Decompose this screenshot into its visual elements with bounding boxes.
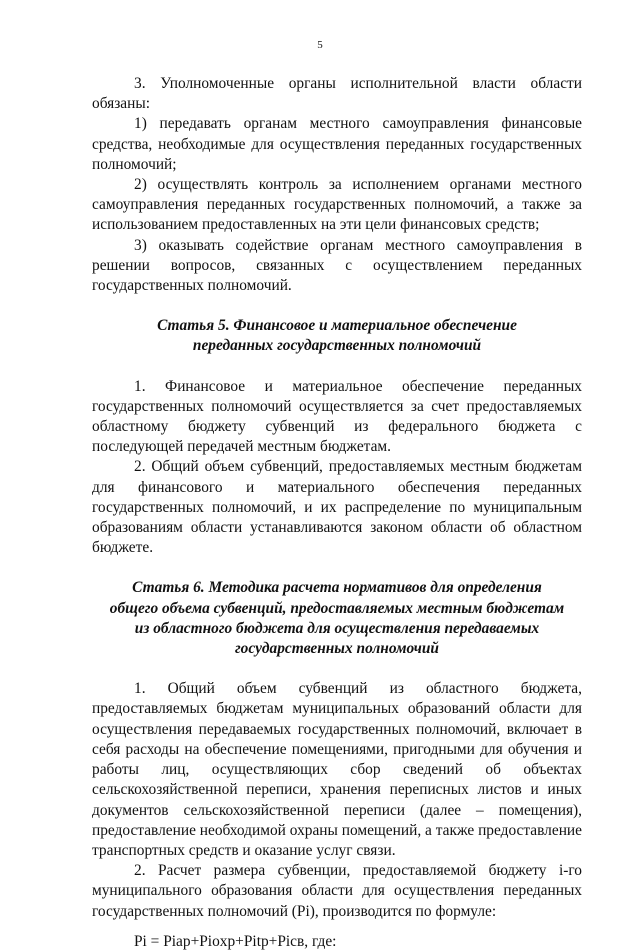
article6-heading-line2: общего объема субвенций, предоставляемых местным бюджетам	[109, 599, 565, 617]
spacer	[92, 659, 582, 679]
article5-paragraph-1: 1. Финансовое и материальное обеспечение переданных государственных полномочий осуществляется за счет предоставляемых областному бюджету субвенций из федерального бюджета с последующей передачей местным бюджетам.	[92, 377, 582, 456]
article5-paragraph-2: 2. Общий объем субвенций, предоставляемых местным бюджетам для финансового и материального обеспечения переданных государственных полномочий, и их распределение по муниципальным образованиям области устанавливаются законом области об областном бюджете.	[92, 458, 582, 557]
section3-item-1: 1) передавать органам местного самоуправления финансовые средства, необходимые для осуществления переданных государственных полномочий;	[92, 115, 582, 173]
spacer	[92, 558, 582, 578]
article5-heading-line1: Статья 5. Финансовое и материальное обеспечение	[157, 317, 517, 335]
article6-paragraph-2: 2. Расчет размера субвенции, предоставляемой бюджету i-го муниципального образования области для осуществления переданных государственных полномочий (Pi), производится по формуле:	[92, 862, 582, 920]
spacer	[92, 357, 582, 377]
article6-formula: Pi = Piap+Pioxp+Pitp+Picв, где:	[134, 932, 337, 950]
article6-heading-line3: из областного бюджета для осуществления передаваемых	[134, 619, 540, 637]
section3-item-2: 2) осуществлять контроль за исполнением органами местного самоуправления переданных государственных полномочий, а также за использованием предоставленных на эти цели финансовых средств;	[92, 176, 582, 234]
section3-item-3: 3) оказывать содействие органам местного самоуправления в решении вопросов, связанных с осуществлением переданных государственных полномочий.	[92, 236, 582, 295]
article5-heading-line2: переданных государственных полномочий	[192, 337, 482, 355]
spacer	[92, 296, 582, 316]
article6-paragraph-1: 1. Общий объем субвенций из областного бюджета, предоставляемых бюджетам муниципальных образований области для осуществления передаваемых государственных полномочий, включает в себя расходы на обеспечение помещениями, пригодными для обучения и работы лиц, осуществляющих сбор сведений об объектах сельскохозяйственной переписи, хранения переписных листов и иных документов сельскохозяйственной переписи (далее – помещения), предоставление необходимой охраны помещений, а также предоставление транспортных средств и оказание услуг связи.	[92, 680, 582, 859]
article6-heading-line1: Статья 6. Методика расчета нормативов для определения	[132, 579, 542, 597]
section3-intro: 3. Уполномоченные органы исполнительной власти области обязаны:	[92, 75, 582, 113]
document-body	[92, 74, 582, 952]
article6-heading-line4: государственных полномочий	[234, 640, 439, 658]
page-number: 5	[317, 39, 323, 51]
